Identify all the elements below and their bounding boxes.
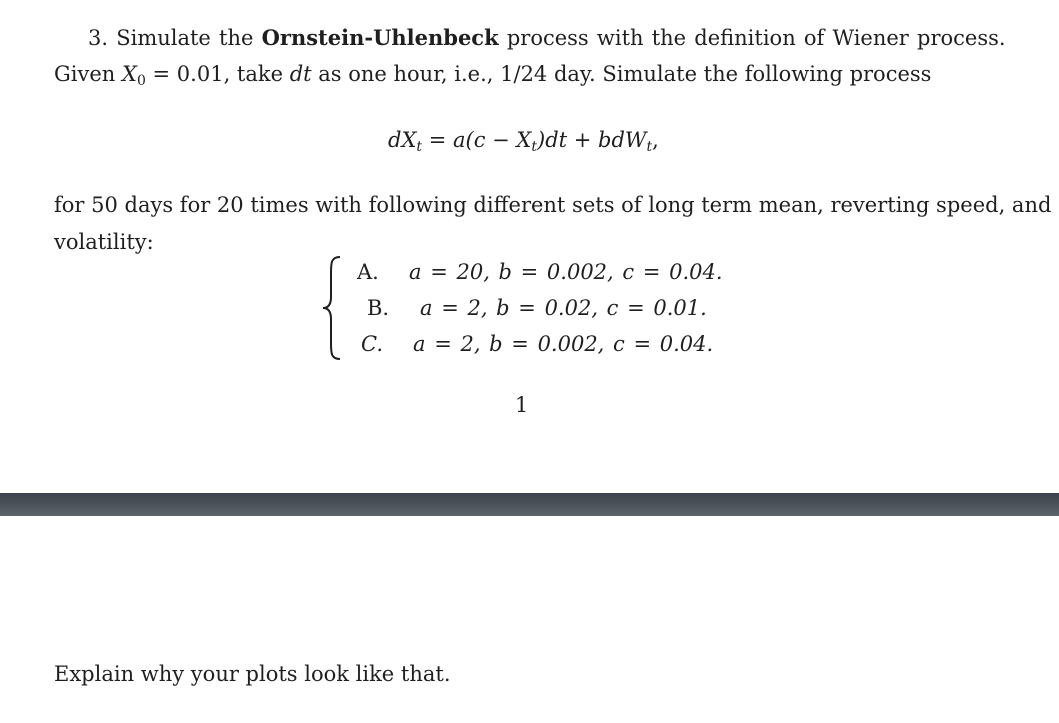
simulation-spec-line: for 50 days for 20 times with following different sets of long term mean, reverting speed, and xyxy=(54,193,1052,217)
process-name-bold: Ornstein-Uhlenbeck xyxy=(261,25,499,50)
page-separator xyxy=(0,493,1059,516)
equation-middle: = a(c − X xyxy=(422,128,532,152)
case-a-parameters: a = 20, b = 0.002, c = 0.04. xyxy=(409,260,723,284)
x0-subscript: 0 xyxy=(136,73,146,89)
document-page-2 xyxy=(0,516,1059,723)
volatility-line: volatility: xyxy=(54,230,154,254)
case-b-label: B. xyxy=(367,296,390,320)
ou-equation xyxy=(388,126,659,154)
case-b-parameters: a = 2, b = 0.02, c = 0.01. xyxy=(420,296,707,320)
problem-heading-suffix: process with the definition of Wiener process. xyxy=(506,26,1006,50)
left-brace-icon xyxy=(318,255,348,361)
problem-heading-prefix: 3. Simulate the xyxy=(88,26,254,50)
given-line xyxy=(54,60,931,88)
case-a-label: A. xyxy=(357,260,379,284)
equation-rhs: )dt + bdW xyxy=(537,128,647,152)
explain-question: Explain why your plots look like that. xyxy=(54,662,451,686)
dt-variable: dt xyxy=(289,62,312,86)
equation-trailing-comma: , xyxy=(652,128,659,152)
equation-middle-subscript: t xyxy=(531,139,538,155)
given-prefix: Given xyxy=(54,62,122,86)
given-middle: = 0.01, take xyxy=(145,62,290,86)
equation-lhs-subscript: t xyxy=(416,139,423,155)
equation-lhs: dX xyxy=(388,128,417,152)
given-suffix: as one hour, i.e., 1/24 day. Simulate the following process xyxy=(311,62,932,86)
case-c-label: C. xyxy=(361,332,383,356)
page-number: 1 xyxy=(515,393,529,417)
x0-variable: X xyxy=(121,62,137,86)
problem-heading-line xyxy=(88,24,1006,52)
case-c-parameters: a = 2, b = 0.002, c = 0.04. xyxy=(413,332,714,356)
equation-rhs-subscript: t xyxy=(646,139,653,155)
